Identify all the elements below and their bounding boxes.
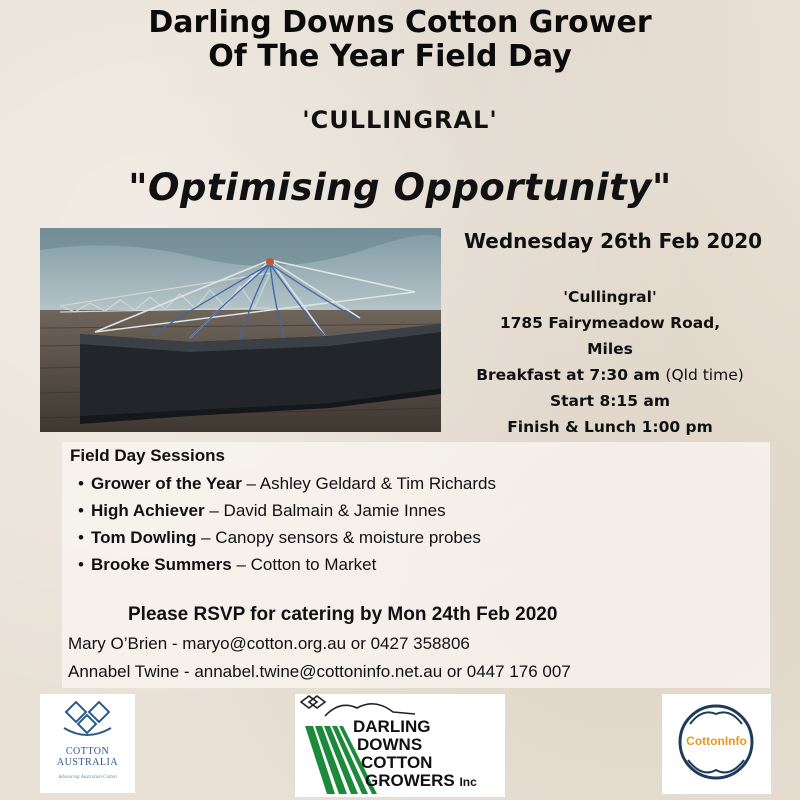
cottoninfo-name: CottonInfo (686, 734, 747, 748)
cotton-australia-tagline: Advancing Australian Cotton (58, 775, 117, 780)
finish-time: Finish & Lunch 1:00 pm (507, 418, 713, 436)
session-detail: – Canopy sensors & moisture probes (196, 528, 481, 547)
farm-name-heading: 'CULLINGRAL' (302, 106, 498, 134)
ddcg-name-line: DARLING (353, 717, 431, 736)
session-speaker: High Achiever (90, 501, 205, 520)
irrigator-photo (40, 228, 441, 432)
session-speaker: Grower of the Year (90, 474, 242, 493)
session-list (78, 470, 496, 578)
time-zone-note: (Qld time) (665, 366, 744, 384)
list-item (78, 524, 496, 551)
session-detail: – David Balmain & Jamie Innes (204, 501, 446, 520)
cotton-australia-name: COTTON AUSTRALIA (56, 746, 119, 768)
venue-town: Miles (587, 340, 633, 358)
list-item (78, 497, 496, 524)
center-pivot-irrigator-icon (40, 228, 441, 432)
event-date: Wednesday 26th Feb 2020 (463, 229, 763, 253)
breakfast-time: Breakfast at 7:30 am (Qld time) (476, 366, 744, 384)
title-line-1: Darling Downs Cotton Grower (148, 5, 652, 40)
venue-name: 'Cullingral' (563, 288, 657, 306)
start-time: Start 8:15 am (549, 392, 671, 410)
event-theme: "Optimising Opportunity" (128, 166, 672, 209)
session-speaker: Brooke Summers (90, 555, 232, 574)
title-line-2: Of The Year Field Day (208, 39, 572, 74)
rsvp-contact: Mary O’Brien - maryo@cotton.org.au or 0427 358806 (68, 634, 470, 653)
ddcg-name-line: GROWERS Inc (365, 771, 477, 790)
ddcg-logo (295, 694, 505, 797)
ddcg-name-line: DOWNS (357, 735, 423, 754)
cottoninfo-logo (662, 694, 771, 794)
cotton-australia-logo (40, 694, 135, 793)
rsvp-contact: Annabel Twine - annabel.twine@cottoninfo.net.au or 0447 176 007 (68, 662, 571, 681)
venue-details (445, 284, 775, 440)
session-detail: – Ashley Geldard & Tim Richards (241, 474, 496, 493)
session-detail: – Cotton to Market (231, 555, 377, 574)
sessions-heading: Field Day Sessions (70, 446, 225, 465)
venue-address: 1785 Fairymeadow Road, (499, 314, 721, 332)
list-item (78, 551, 496, 578)
rsvp-heading: Please RSVP for catering by Mon 24th Feb 2020 (128, 604, 558, 625)
ddcg-suffix: Inc (459, 775, 477, 789)
ddcg-name-line: COTTON (361, 753, 433, 772)
cotton-australia-emblem-icon (40, 694, 135, 744)
session-speaker: Tom Dowling (90, 528, 197, 547)
list-item (78, 470, 496, 497)
